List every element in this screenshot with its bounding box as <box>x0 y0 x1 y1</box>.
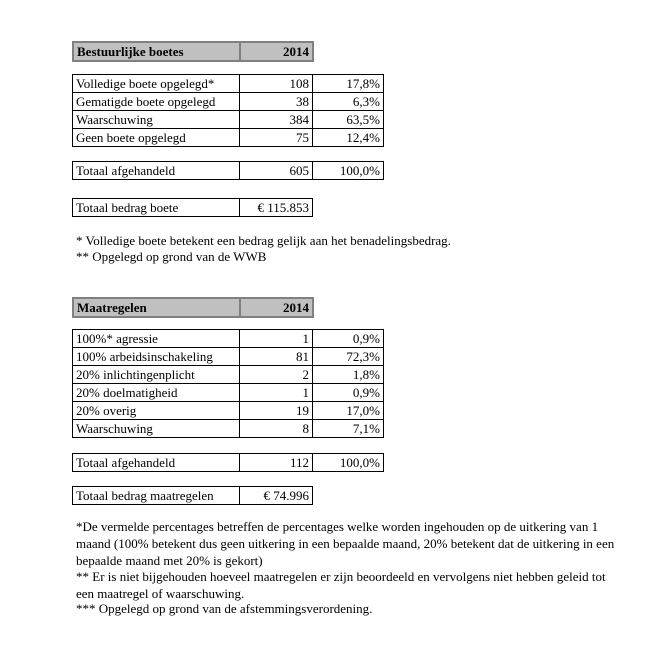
row-pct: 17,8% <box>313 75 384 93</box>
row-label: Gematigde boete opgelegd <box>73 93 240 111</box>
maatregelen-header-table <box>72 297 314 318</box>
table-row <box>73 111 384 129</box>
boetes-note-2: ** Opgelegd op grond van de WWB <box>76 249 267 264</box>
boetes-total-table <box>72 161 384 180</box>
total-label: Totaal afgehandeld <box>73 454 240 472</box>
row-pct: 63,5% <box>313 111 384 129</box>
row-label: Volledige boete opgelegd* <box>73 75 240 93</box>
total-pct: 100,0% <box>313 454 384 472</box>
boetes-header-year: 2014 <box>240 42 313 61</box>
boetes-amount-table <box>72 198 313 217</box>
table-row <box>73 330 384 348</box>
maatregelen-amount-table <box>72 486 313 505</box>
row-label: 20% overig <box>73 402 240 420</box>
row-label: Geen boete opgelegd <box>73 129 240 147</box>
amount-row <box>73 487 313 505</box>
maatregelen-note-1: *De vermelde percentages betreffen de percentages welke worden ingehouden op de uitkering van 1 maand (100% betekent dus geen uitkering in een bepaalde maand, 20% betekent dat de uitkering in een bepaalde maand met 20% is gekort) <box>76 519 615 568</box>
row-count: 1 <box>240 384 313 402</box>
row-label: 20% inlichtingenplicht <box>73 366 240 384</box>
table-row <box>73 129 384 147</box>
total-count: 605 <box>240 162 313 180</box>
maatregelen-note-2: ** Er is niet bijgehouden hoeveel maatregelen er zijn beoordeeld en vervolgens niet hebben geleid tot een maatregel of waarschuwing. <box>76 569 606 601</box>
table-row <box>73 366 384 384</box>
row-label: 20% doelmatigheid <box>73 384 240 402</box>
maatregelen-table <box>72 329 384 438</box>
total-count: 112 <box>240 454 313 472</box>
row-count: 19 <box>240 402 313 420</box>
maatregelen-total-table <box>72 453 384 472</box>
row-label: 100% arbeidsinschakeling <box>73 348 240 366</box>
maatregelen-header-label: Maatregelen <box>73 298 240 317</box>
row-label: Waarschuwing <box>73 111 240 129</box>
row-pct: 72,3% <box>313 348 384 366</box>
boetes-header-table <box>72 41 314 62</box>
table-row <box>73 75 384 93</box>
total-label: Totaal afgehandeld <box>73 162 240 180</box>
maatregelen-note-3: *** Opgelegd op grond van de afstemmingsverordening. <box>76 601 373 616</box>
row-count: 384 <box>240 111 313 129</box>
row-count: 81 <box>240 348 313 366</box>
amount-label: Totaal bedrag boete <box>73 199 240 217</box>
maatregelen-header-year: 2014 <box>240 298 313 317</box>
boetes-header-label: Bestuurlijke boetes <box>73 42 240 61</box>
row-pct: 0,9% <box>313 384 384 402</box>
total-row <box>73 162 384 180</box>
row-pct: 0,9% <box>313 330 384 348</box>
row-count: 108 <box>240 75 313 93</box>
amount-row <box>73 199 313 217</box>
table-row <box>73 420 384 438</box>
amount-value: € 115.853 <box>240 199 313 217</box>
row-count: 2 <box>240 366 313 384</box>
amount-value: € 74.996 <box>240 487 313 505</box>
table-row <box>73 402 384 420</box>
row-count: 75 <box>240 129 313 147</box>
row-count: 38 <box>240 93 313 111</box>
row-pct: 6,3% <box>313 93 384 111</box>
row-count: 1 <box>240 330 313 348</box>
row-label: Waarschuwing <box>73 420 240 438</box>
boetes-table <box>72 74 384 147</box>
total-pct: 100,0% <box>313 162 384 180</box>
row-pct: 17,0% <box>313 402 384 420</box>
table-row <box>73 348 384 366</box>
row-count: 8 <box>240 420 313 438</box>
table-row <box>73 384 384 402</box>
table-row <box>73 93 384 111</box>
row-pct: 1,8% <box>313 366 384 384</box>
amount-label: Totaal bedrag maatregelen <box>73 487 240 505</box>
total-row <box>73 454 384 472</box>
boetes-note-1: * Volledige boete betekent een bedrag gelijk aan het benadelingsbedrag. <box>76 233 451 248</box>
row-label: 100%* agressie <box>73 330 240 348</box>
row-pct: 7,1% <box>313 420 384 438</box>
row-pct: 12,4% <box>313 129 384 147</box>
